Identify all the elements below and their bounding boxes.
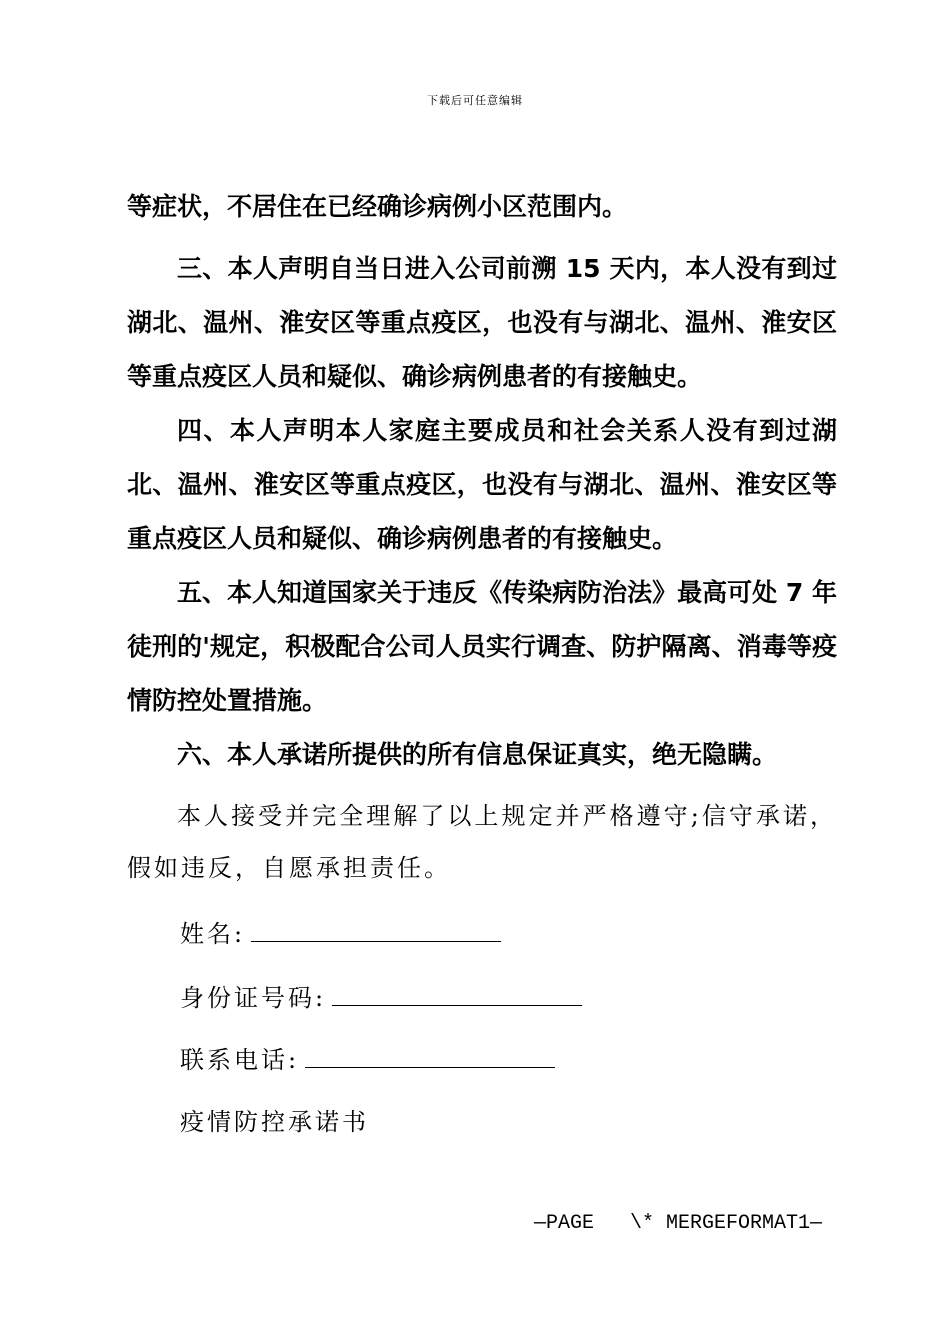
document-title: 疫情防控承诺书 [180, 1108, 369, 1136]
paragraph-acceptance: 本人接受并完全理解了以上规定并严格遵守;信守承诺，假如违反，自愿承担责任。 [127, 802, 837, 882]
id-number-field-label: 身份证号码: [180, 984, 327, 1012]
page-footer: —PAGE \* MERGEFORMAT1— [534, 1212, 823, 1235]
paragraph-clause-5: 五、本人知道国家关于违反《传染病防治法》最高可处 7 年徒刑的'规定，积极配合公司人员实行调查、防护隔离、消毒等疫情防控处置措施。 [127, 578, 837, 715]
phone-field-label: 联系电话: [180, 1046, 300, 1074]
name-field-label: 姓名: [180, 920, 246, 948]
paragraph-clause-4: 四、本人声明本人家庭主要成员和社会关系人没有到过湖北、温州、淮安区等重点疫区，也没有与湖北、温州、淮安区等重点疫区人员和疑似、确诊病例患者的有接触史。 [127, 416, 837, 553]
page-header: 下载后可任意编辑 [427, 94, 523, 107]
paragraph-clause-3: 三、本人声明自当日进入公司前溯 15 天内，本人没有到过湖北、温州、淮安区等重点疫区，也没有与湖北、温州、淮安区等重点疫区人员和疑似、确诊病例患者的有接触史。 [127, 254, 837, 391]
phone-field-blank [305, 1045, 555, 1068]
name-field-blank [251, 919, 501, 942]
id-number-field-row [180, 978, 582, 1013]
name-field-row [180, 914, 501, 949]
id-number-field-blank [332, 983, 582, 1006]
paragraph-clause-6: 六、本人承诺所提供的所有信息保证真实，绝无隐瞒。 [177, 740, 778, 769]
paragraph-continuation: 等症状，不居住在已经确诊病例小区范围内。 [127, 192, 628, 221]
phone-field-row [180, 1040, 555, 1075]
